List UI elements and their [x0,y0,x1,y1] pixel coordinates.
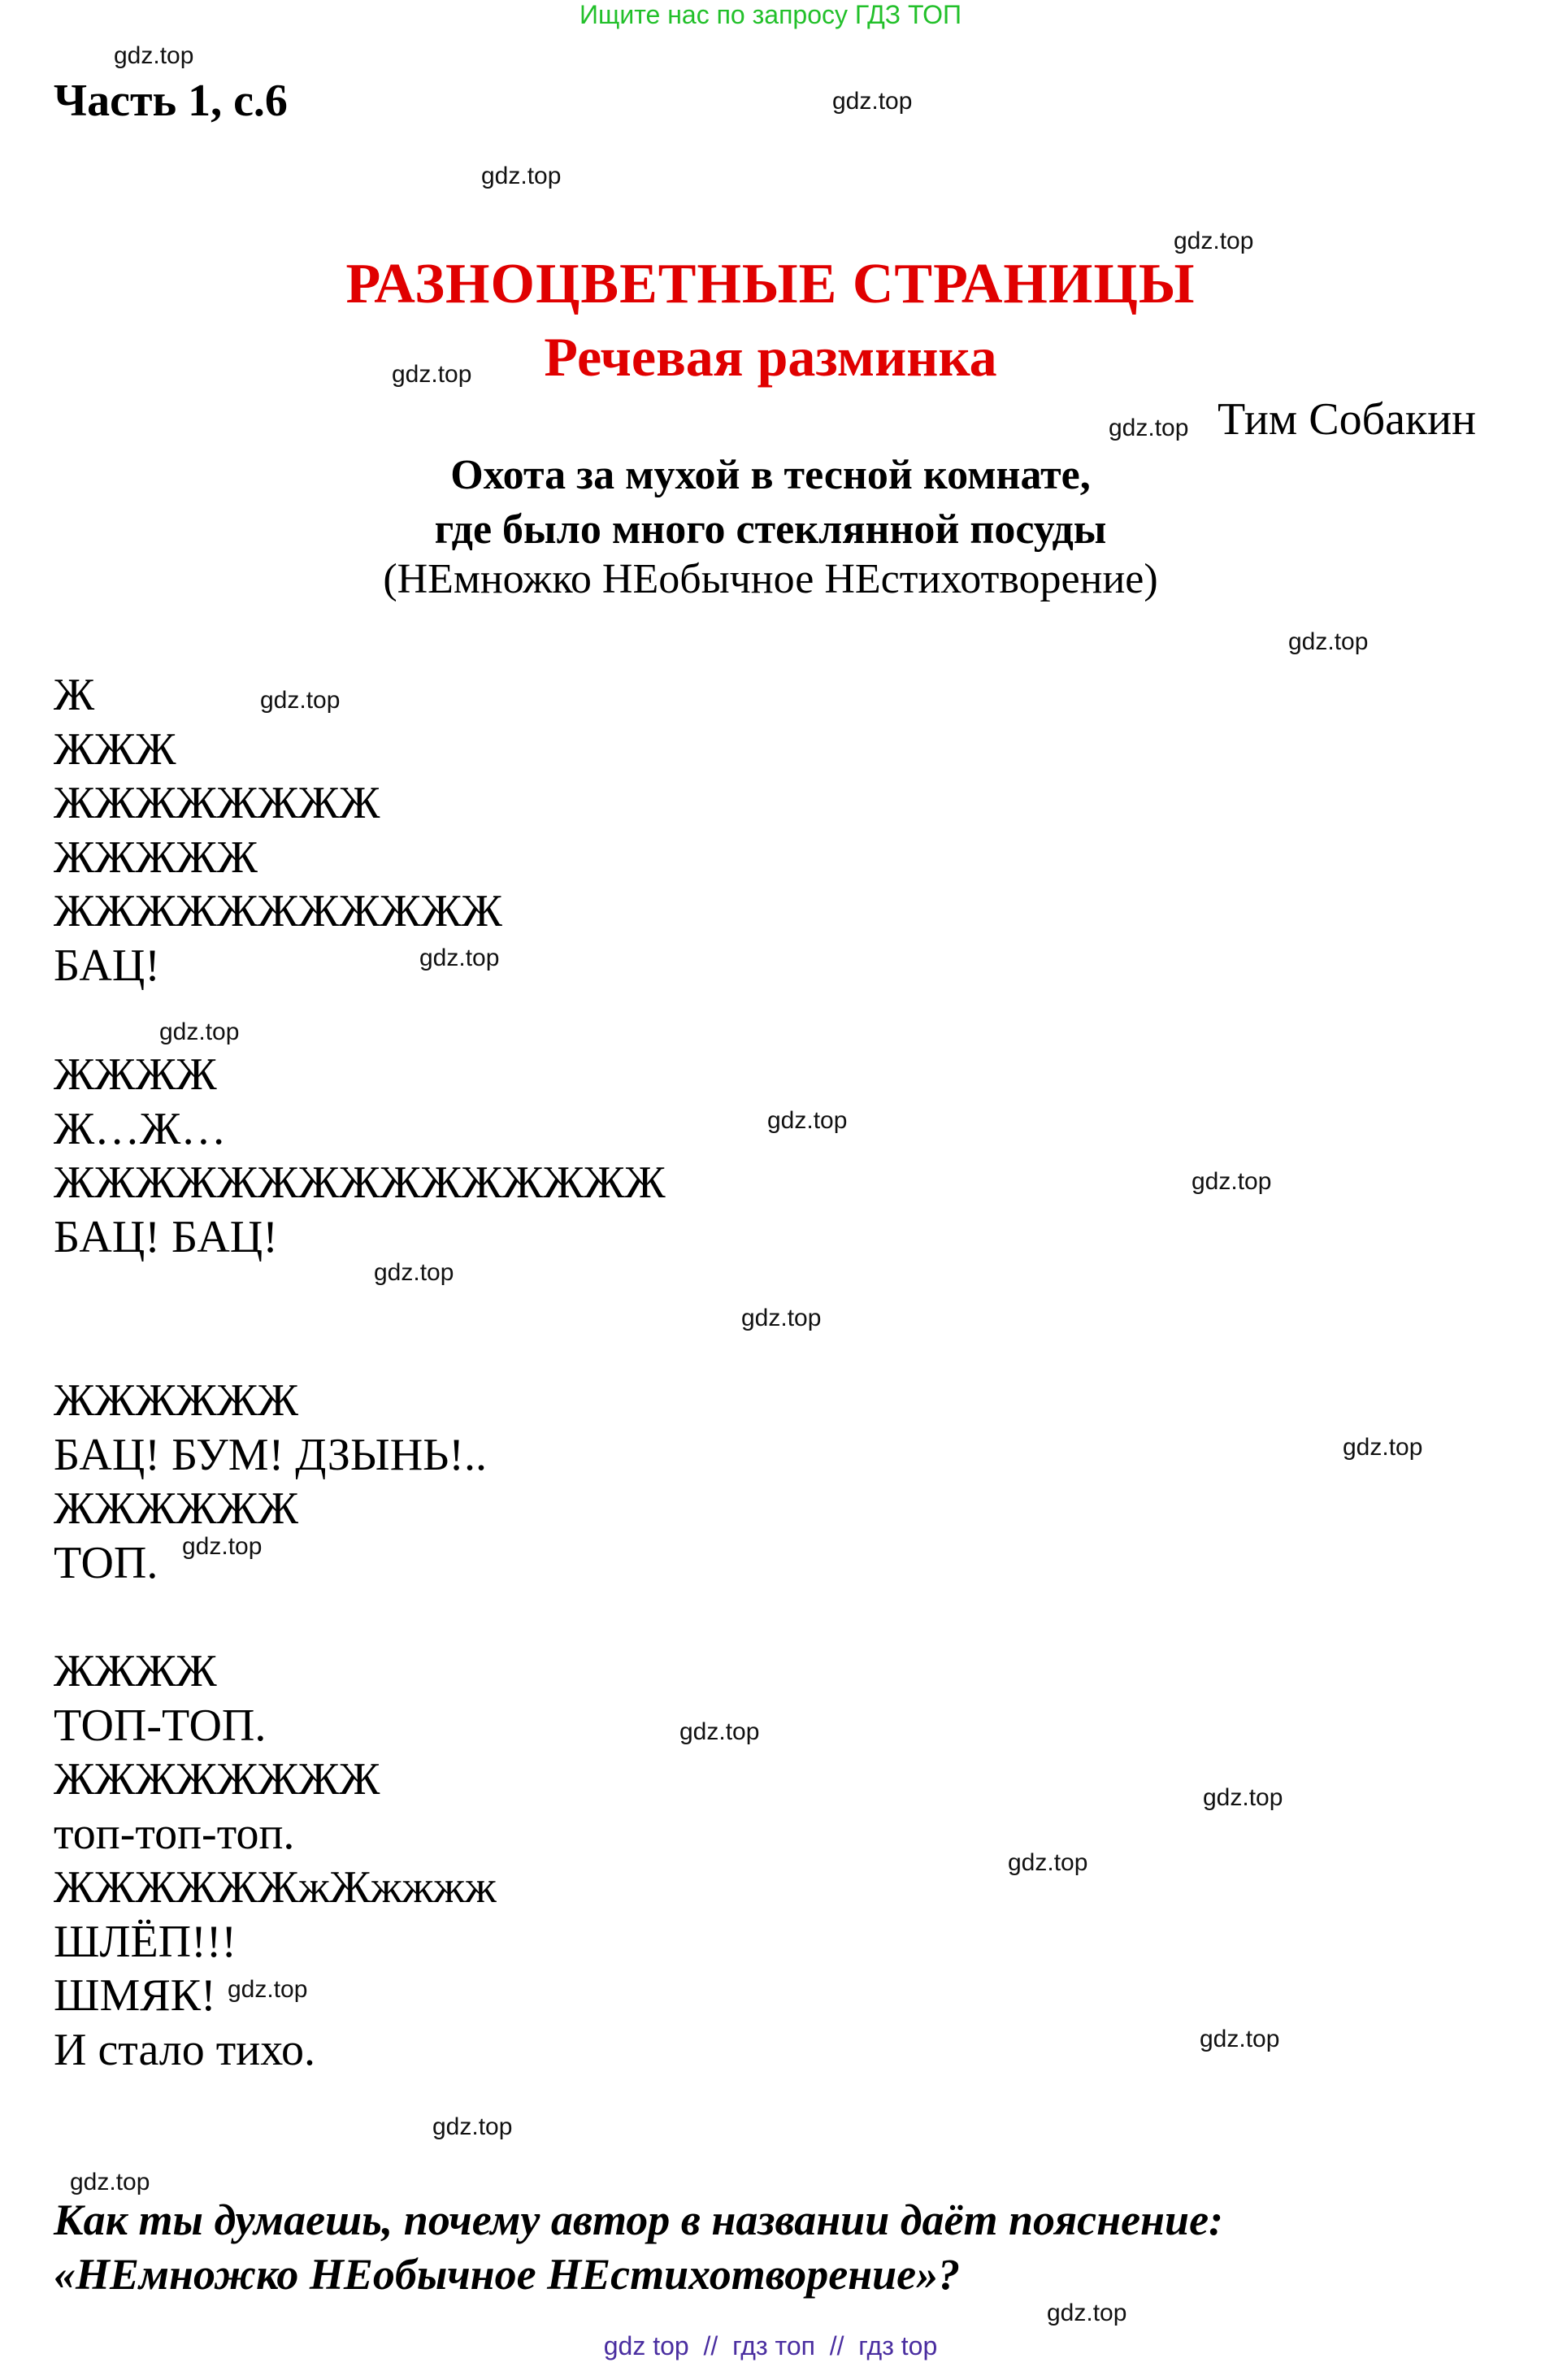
watermark: gdz.top [374,1259,454,1286]
question-line-1: Как ты думаешь, почему автор в названии даёт пояснение: [54,2195,1224,2244]
poem-line: ШМЯК! [54,1970,216,2021]
page-part-label: Часть 1, с.6 [54,76,288,126]
watermark: gdz.top [260,687,341,714]
section-subtitle: Речевая разминка [544,326,997,388]
footer-link-gdz-top-mixed[interactable]: гдз top [858,2331,938,2360]
section-title: РАЗНОЦВЕТНЫЕ СТРАНИЦЫ [345,253,1196,315]
watermark: gdz.top [182,1533,263,1560]
poem-line: Ж [54,670,95,720]
watermark: gdz.top [392,361,472,388]
watermark: gdz.top [1047,2300,1127,2326]
footer-link-gdz-top-cyrillic[interactable]: гдз топ [732,2331,815,2360]
watermark: gdz.top [679,1718,760,1745]
poem-subtitle: (НЕмножко НЕобычное НЕстихотворение) [383,556,1158,602]
footer-link-gdz-top[interactable]: gdz top [603,2331,689,2360]
poem-line: ЖЖЖЖ [54,1646,217,1696]
poem-line: ЖЖЖЖЖЖЖЖ [54,778,380,828]
watermark: gdz.top [1174,228,1254,254]
watermark: gdz.top [114,42,194,69]
poem-line: И стало тихо. [54,2024,316,2075]
poem-line: БАЦ! [54,940,160,991]
poem-title-line-2: где было много стеклянной посуды [434,506,1107,553]
watermark: gdz.top [832,88,913,115]
watermark: gdz.top [1192,1168,1272,1195]
poem-line: БАЦ! БАЦ! [54,1211,278,1262]
watermark: gdz.top [432,2113,513,2140]
poem-line: Ж…Ж… [54,1103,227,1154]
poem-line: ЖЖЖЖЖЖЖЖЖЖЖ [54,886,502,936]
watermark: gdz.top [228,1976,308,2003]
poem-line: БАЦ! БУМ! ДЗЫНЬ!.. [54,1429,487,1480]
poem-stanza-2 [54,1048,666,1264]
watermark: gdz.top [1343,1434,1423,1461]
watermark: gdz.top [1288,628,1369,655]
footer-separator: // [829,2331,844,2360]
poem-stanza-4 [54,1644,497,2077]
poem-line: ЖЖЖЖЖЖ [54,1375,299,1426]
footer-links [0,2331,1541,2361]
watermark: gdz.top [1008,1849,1088,1876]
poem-line: ЖЖЖЖЖЖжЖжжжж [54,1862,497,1913]
poem-line: ЖЖЖ [54,723,176,775]
poem-line: топ-топ-топ. [54,1808,295,1859]
watermark: gdz.top [1200,2026,1280,2052]
top-banner: Ищите нас по запросу ГДЗ ТОП [580,0,961,29]
poem-line: ЖЖЖЖЖ [54,832,258,883]
poem-line: ЖЖЖЖЖЖЖЖЖЖЖЖЖЖЖ [54,1157,666,1208]
watermark: gdz.top [419,945,500,971]
poem-line: ЖЖЖЖЖЖ [54,1483,299,1534]
watermark: gdz.top [1203,1784,1283,1811]
poem-line: ЖЖЖЖ [54,1049,217,1100]
watermark: gdz.top [481,163,562,189]
question-line-2: «НЕмножко НЕобычное НЕстихотворение»? [54,2250,961,2299]
watermark: gdz.top [159,1018,240,1045]
footer-separator: // [703,2331,718,2360]
watermark: gdz.top [767,1107,848,1134]
watermark: gdz.top [741,1305,822,1331]
watermark: gdz.top [1109,415,1189,441]
poem-line: ЖЖЖЖЖЖЖЖ [54,1754,380,1805]
poem-line: ТОП-ТОП. [54,1700,267,1751]
poem-stanza-3 [54,1374,487,1590]
poem-title-line-1: Охота за мухой в тесной комнате, [450,452,1091,498]
poem-line: ТОП. [54,1537,158,1588]
poem-author: Тим Собакин [1218,394,1477,445]
watermark: gdz.top [70,2169,150,2195]
poem-line: ШЛЁП!!! [54,1916,237,1967]
